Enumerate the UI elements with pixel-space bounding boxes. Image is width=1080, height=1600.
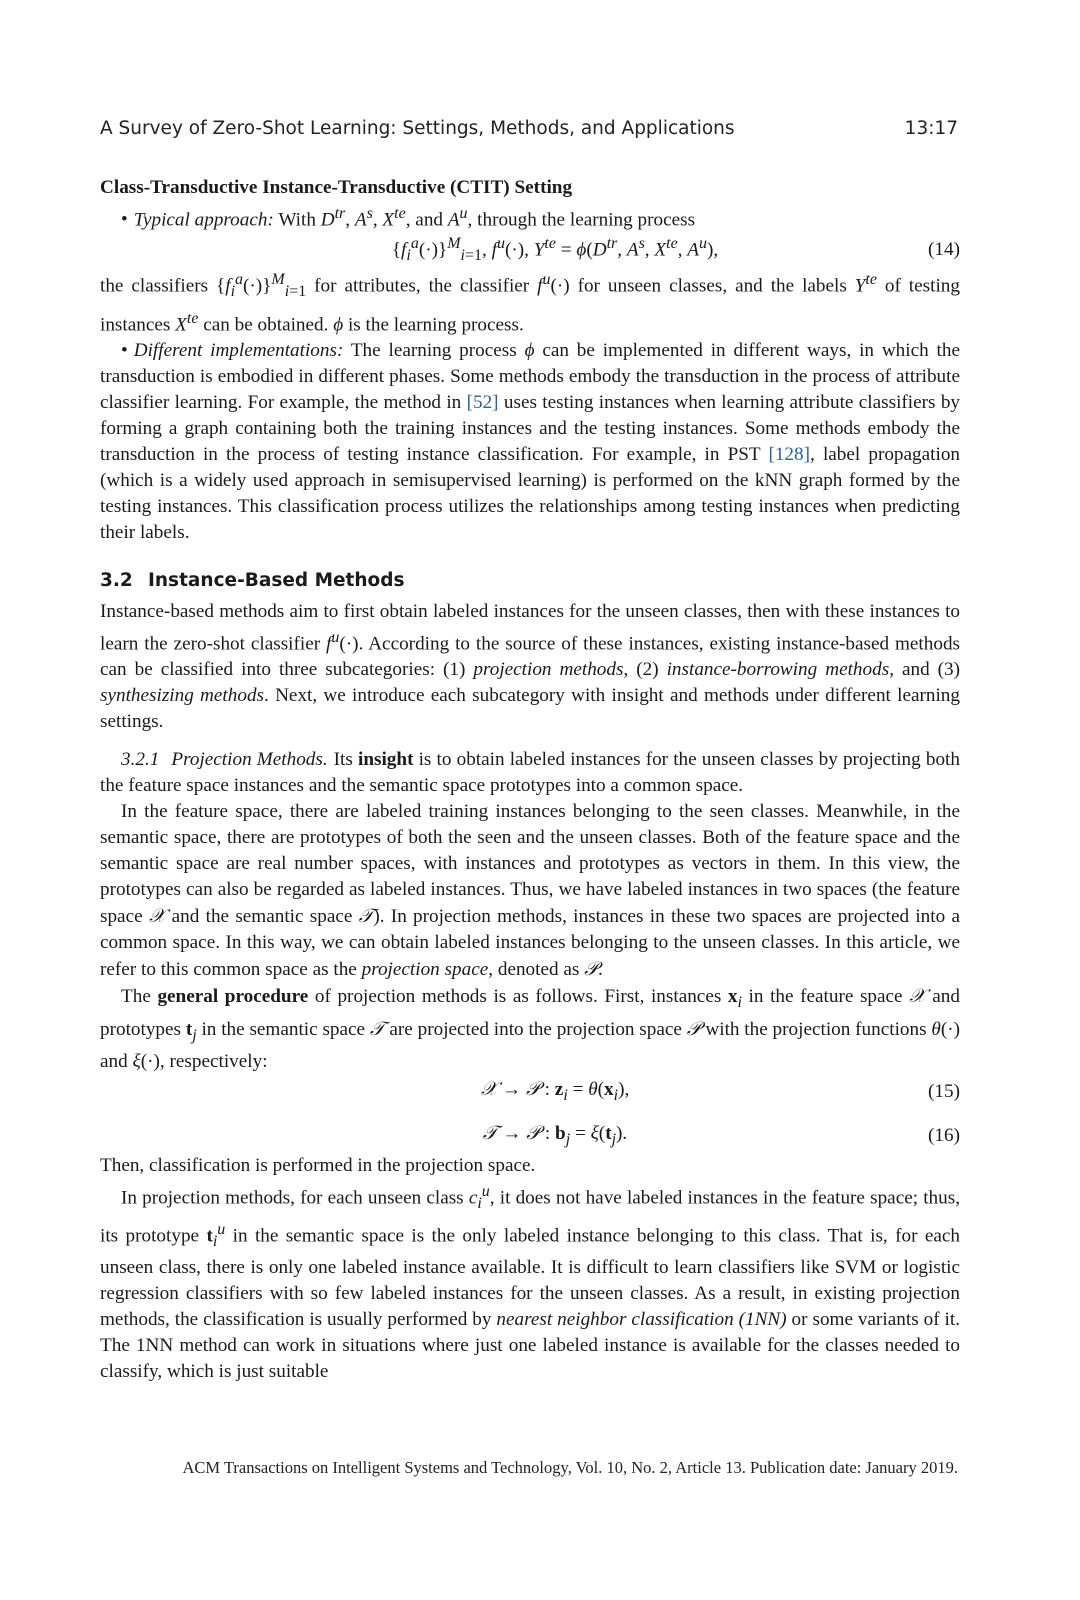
section-3-2-heading bbox=[100, 568, 960, 594]
citation-52[interactable]: [52] bbox=[466, 392, 499, 413]
running-head bbox=[100, 118, 958, 139]
page-number: 13:17 bbox=[904, 118, 958, 139]
running-head-title: A Survey of Zero-Shot Learning: Settings, Methods, and Applications bbox=[100, 118, 735, 139]
nearest-neighbor-paragraph: In projection methods, for each unseen class $c_i^u$, it does not have labeled instances in the feature space; thus, its prototype $t_i^u$ in the semantic space is the only labeled instance belonging to this class. That is, for each unseen class, there is only one labeled instance available. It is difficult to learn classifiers like SVM or logistic regression classifiers with so few labeled instances for the unseen classes. As a result, in existing projection methods, the classification is usually performed by nearest neighbor classification (1NN) or some variants of it. The 1NN method can work in situations where just one labeled instance is available for the classes needed to classify, which is just suitable bbox=[100, 1183, 960, 1383]
section-3-2-paragraph: Instance-based methods aim to first obtain labeled instances for the unseen classes, then with these instances to learn the zero-shot classifier $f^u(\cdot)$. According to the source of these instances, existing instance-based methods can be classified into three subcategories: (1) projection methods, (2) instance-borrowing methods, and (3) synthesizing methods. Next, we introduce each subcategory with insight and methods under different learning settings. bbox=[100, 601, 961, 733]
equation-15-body: 𝒳 → 𝒫 : $z_i = \theta(x_i)$, bbox=[480, 1076, 630, 1104]
different-implementations-paragraph: • Different implementations: The learning process ϕ can be implemented in different ways, in which the transduction is embodied in different phases. Some methods embody the transduction in the process of attribute classifier learning. For example, the method in [52] uses testing instances when learning attribute classifiers by forming a graph containing both the training instances and the testing instances. Some methods embody the transduction in the process of testing instance classification. For example, in PST [128], label propagation (which is a widely used approach in semisupervised learning) is performed on the kNN graph formed by the testing instances. This classification process utilizes the relationships among testing instances when predicting their labels. bbox=[100, 340, 961, 543]
equation-16-number: (16) bbox=[928, 1125, 960, 1147]
different-implementations-label: Different implementations: bbox=[133, 340, 344, 361]
ctit-classifiers-paragraph: the classifiers $\{f_i^a(\cdot)\}^M_{i=1}$ for attributes, the classifier $f^u(\cdot)$ for unseen classes, and the labels $Y^{te}$ of testing instances $X^{te}$ can be obtained. ϕ is the learning process. bbox=[100, 271, 960, 335]
ctit-heading: Class-Transductive Instance-Transductive (CTIT) Setting bbox=[100, 177, 573, 198]
citation-128[interactable]: [128] bbox=[768, 444, 811, 465]
equation-16-body: 𝒯 → 𝒫 : $b_j = \xi(t_j)$. bbox=[482, 1120, 628, 1148]
typical-approach-paragraph: • Typical approach: With $D^{tr}$, $A^s$, $X^{te}$, and $A^u$, through the learning process bbox=[121, 205, 696, 231]
equation-15 bbox=[100, 1077, 960, 1107]
subsection-3-2-1-heading: 3.2.1 Projection Methods. bbox=[121, 749, 328, 771]
subsection-3-2-1-paragraph: 3.2.1 Projection Methods. Its insight is to obtain labeled instances for the unseen classes by projecting both the feature space instances and the semantic space prototypes into a common space. bbox=[100, 749, 960, 797]
equation-14-number: (14) bbox=[928, 239, 960, 261]
section-number: 3.2 bbox=[100, 570, 133, 591]
feature-space-paragraph: In the feature space, there are labeled training instances belonging to the seen classes. Meanwhile, in the semantic space, there are prototypes of both the seen and the unseen classes. Both of the feature space and the semantic space are real number spaces, with instances and prototypes as vectors in them. In this view, the prototypes can also be regarded as labeled instances. Thus, we have labeled instances in two spaces (the feature space 𝒳 and the semantic space 𝒯). In projection methods, instances in these two spaces are projected into a common space. In this way, we can obtain labeled instances belonging to the unseen classes. In this article, we refer to this common space as the projection space, denoted as 𝒫. bbox=[100, 801, 960, 981]
bullet-icon: • bbox=[121, 340, 128, 361]
journal-footer: ACM Transactions on Intelligent Systems and Technology, Vol. 10, No. 2, Article 13. Publication date: January 2019. bbox=[182, 1458, 958, 1477]
typical-approach-label: Typical approach: bbox=[133, 209, 274, 231]
equation-15-number: (15) bbox=[928, 1081, 960, 1103]
equation-16 bbox=[100, 1121, 960, 1151]
general-procedure-paragraph: The general procedure of projection methods is as follows. First, instances $x_i$ in the feature space 𝒳 and prototypes $t_j$ in the semantic space 𝒯 are projected into the projection space 𝒫 with the projection functions θ(·) and ξ(·), respectively: bbox=[100, 984, 960, 1073]
classification-paragraph: Then, classification is performed in the projection space. bbox=[100, 1155, 536, 1177]
bullet-icon: • bbox=[121, 209, 128, 231]
section-title: Instance-Based Methods bbox=[148, 570, 405, 591]
equation-14-body: $\{f_i^a(\cdot)\}^M_{i=1}$, $f^u(\cdot)$, $Y^{te} = \phi(D^{tr}$, $A^s$, $X^{te}$, $A^u$), bbox=[391, 235, 719, 265]
equation-14 bbox=[100, 235, 960, 265]
body-text bbox=[100, 175, 960, 1385]
